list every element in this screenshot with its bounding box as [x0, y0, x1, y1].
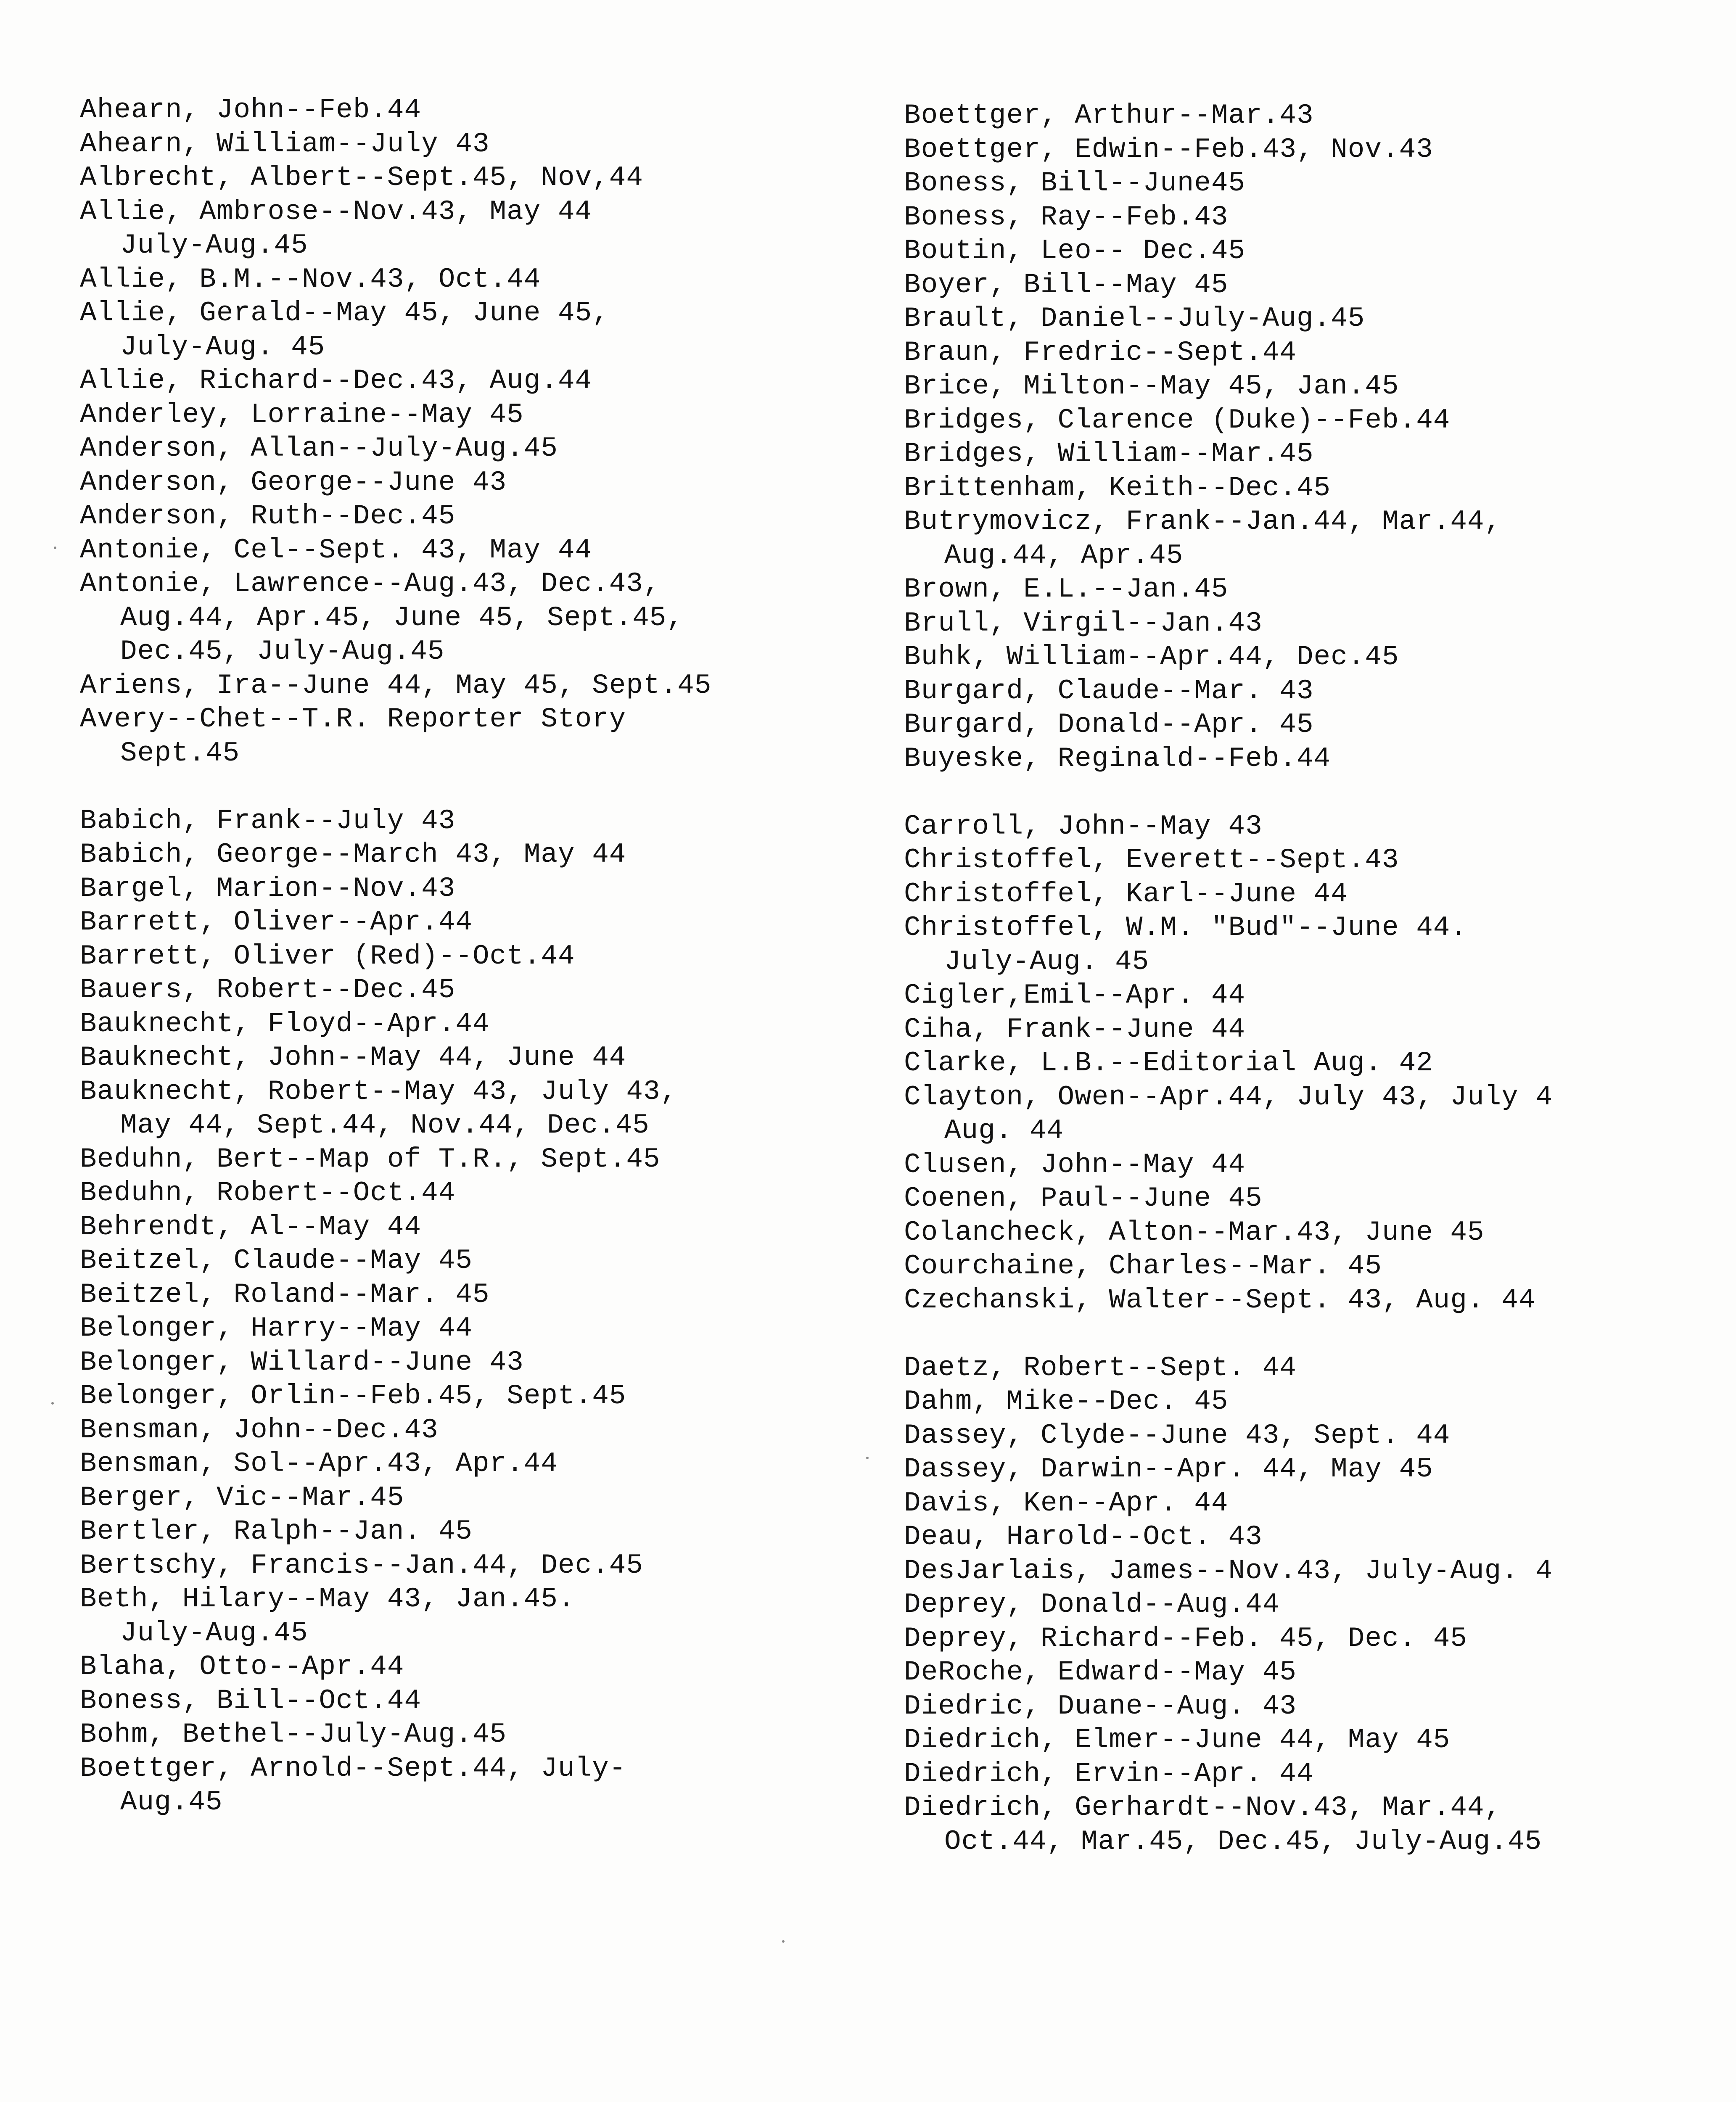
index-entry-continuation: Aug.44, Apr.45, June 45, Sept.45,	[120, 602, 684, 634]
index-entry-continuation: July-Aug.45	[120, 1617, 308, 1649]
index-entry: Blaha, Otto--Apr.44	[80, 1651, 404, 1682]
index-entry-continuation: Oct.44, Mar.45, Dec.45, July-Aug.45	[944, 1825, 1542, 1857]
index-entry: Albrecht, Albert--Sept.45, Nov,44	[80, 162, 644, 193]
index-entry: Deau, Harold--Oct. 43	[904, 1521, 1263, 1553]
index-entry: Bargel, Marion--Nov.43	[80, 872, 456, 904]
index-entry: Brice, Milton--May 45, Jan.45	[904, 370, 1399, 402]
index-entry: Ciha, Frank--June 44	[904, 1013, 1246, 1045]
index-entry: Allie, B.M.--Nov.43, Oct.44	[80, 263, 541, 295]
index-entry: Diedrich, Gerhardt--Nov.43, Mar.44,	[904, 1792, 1502, 1823]
index-entry: Ahearn, William--July 43	[80, 128, 490, 160]
index-entry: Bauknecht, Robert--May 43, July 43,	[80, 1075, 678, 1107]
index-entry-continuation: July-Aug.45	[120, 230, 308, 261]
index-entry: Brittenham, Keith--Dec.45	[904, 472, 1331, 504]
index-entry: Daetz, Robert--Sept. 44	[904, 1352, 1297, 1384]
scan-speck	[866, 1457, 869, 1459]
index-entry: Anderley, Lorraine--May 45	[80, 399, 524, 430]
index-entry: Babich, Frank--July 43	[80, 805, 456, 837]
index-entry: Christoffel, W.M. "Bud"--June 44.	[904, 912, 1468, 943]
index-entry: Coenen, Paul--June 45	[904, 1183, 1263, 1214]
scan-speck	[51, 1402, 54, 1405]
index-entry: DesJarlais, James--Nov.43, July-Aug. 4	[904, 1555, 1553, 1587]
index-entry: Bertschy, Francis--Jan.44, Dec.45	[80, 1549, 644, 1581]
index-entry: Boettger, Arthur--Mar.43	[904, 100, 1314, 131]
index-entry: Bridges, Clarence (Duke)--Feb.44	[904, 404, 1451, 436]
index-entry: Barrett, Oliver--Apr.44	[80, 906, 473, 938]
index-entry: Boettger, Edwin--Feb.43, Nov.43	[904, 133, 1433, 165]
index-entry: Boyer, Bill--May 45	[904, 269, 1229, 301]
index-entry: Antonie, Cel--Sept. 43, May 44	[80, 534, 592, 566]
index-entry-continuation: July-Aug. 45	[944, 945, 1149, 977]
index-entry: Berger, Vic--Mar.45	[80, 1481, 404, 1513]
index-entry: Courchaine, Charles--Mar. 45	[904, 1250, 1382, 1282]
index-entry: Dassey, Darwin--Apr. 44, May 45	[904, 1453, 1433, 1485]
index-column-left	[80, 93, 879, 1819]
index-entry: Beduhn, Robert--Oct.44	[80, 1177, 456, 1209]
scan-speck	[782, 1940, 785, 1943]
index-entry: Clarke, L.B.--Editorial Aug. 42	[904, 1047, 1433, 1079]
index-entry-continuation: Sept.45	[120, 737, 240, 769]
index-entry: Antonie, Lawrence--Aug.43, Dec.43,	[80, 568, 661, 599]
index-entry: Belonger, Harry--May 44	[80, 1312, 473, 1344]
index-entry: Anderson, George--June 43	[80, 466, 507, 498]
index-entry-continuation: Aug.44, Apr.45	[944, 539, 1184, 571]
index-entry: Clayton, Owen--Apr.44, July 43, July 4	[904, 1081, 1553, 1113]
index-entry: Beth, Hilary--May 43, Jan.45.	[80, 1583, 575, 1615]
index-entry: Boness, Ray--Feb.43	[904, 201, 1229, 233]
index-entry: Anderson, Ruth--Dec.45	[80, 500, 456, 532]
index-entry: Ahearn, John--Feb.44	[80, 94, 422, 126]
index-entry-continuation: Dec.45, July-Aug.45	[120, 636, 445, 667]
scan-speck	[54, 547, 56, 549]
index-entry: Bensman, Sol--Apr.43, Apr.44	[80, 1448, 558, 1479]
index-entry: Brault, Daniel--July-Aug.45	[904, 303, 1365, 334]
index-entry: Boutin, Leo-- Dec.45	[904, 235, 1246, 267]
index-entry: Christoffel, Karl--June 44	[904, 878, 1348, 910]
index-entry: Diedrich, Ervin--Apr. 44	[904, 1758, 1314, 1790]
index-entry: Allie, Richard--Dec.43, Aug.44	[80, 365, 592, 396]
index-entry: Deprey, Donald--Aug.44	[904, 1589, 1280, 1620]
index-entry: Belonger, Orlin--Feb.45, Sept.45	[80, 1380, 626, 1412]
index-entry: Diedrich, Elmer--June 44, May 45	[904, 1724, 1451, 1756]
index-column-right	[904, 99, 1728, 1859]
index-entry: Boness, Bill--Oct.44	[80, 1685, 422, 1716]
index-entry: Beitzel, Roland--Mar. 45	[80, 1278, 490, 1310]
index-entry: Carroll, John--May 43	[904, 810, 1263, 842]
index-entry: Diedric, Duane--Aug. 43	[904, 1690, 1297, 1722]
index-entry: Barrett, Oliver (Red)--Oct.44	[80, 940, 575, 972]
index-entry: Cigler,Emil--Apr. 44	[904, 980, 1246, 1011]
index-entry: Burgard, Donald--Apr. 45	[904, 709, 1314, 740]
index-entry: Burgard, Claude--Mar. 43	[904, 675, 1314, 707]
index-entry: DeRoche, Edward--May 45	[904, 1656, 1297, 1688]
section-spacer	[904, 1317, 1728, 1351]
index-entry: Czechanski, Walter--Sept. 43, Aug. 44	[904, 1284, 1536, 1316]
index-entry: Boness, Bill--June45	[904, 167, 1246, 199]
index-entry: Bohm, Bethel--July-Aug.45	[80, 1719, 507, 1750]
index-entry: Bertler, Ralph--Jan. 45	[80, 1516, 473, 1547]
index-entry: Bauknecht, John--May 44, June 44	[80, 1042, 626, 1073]
index-entry: Buyeske, Reginald--Feb.44	[904, 742, 1331, 774]
index-entry-continuation: Aug. 44	[944, 1115, 1064, 1146]
index-entry: Christoffel, Everett--Sept.43	[904, 844, 1399, 876]
section-spacer	[904, 776, 1728, 810]
index-entry: Buhk, William--Apr.44, Dec.45	[904, 641, 1399, 673]
index-entry: Beduhn, Bert--Map of T.R., Sept.45	[80, 1143, 661, 1175]
index-entry: Brull, Virgil--Jan.43	[904, 607, 1263, 639]
index-entry: Brown, E.L.--Jan.45	[904, 573, 1229, 605]
index-entry: Dahm, Mike--Dec. 45	[904, 1386, 1229, 1417]
index-entry: Dassey, Clyde--June 43, Sept. 44	[904, 1419, 1451, 1451]
index-entry-continuation: Aug.45	[120, 1786, 223, 1818]
section-spacer	[80, 770, 879, 804]
index-entry: Babich, George--March 43, May 44	[80, 839, 626, 870]
index-entry: Braun, Fredric--Sept.44	[904, 336, 1297, 368]
index-entry: Bauknecht, Floyd--Apr.44	[80, 1008, 490, 1040]
index-entry: Ariens, Ira--June 44, May 45, Sept.45	[80, 669, 712, 701]
index-entry: Allie, Ambrose--Nov.43, May 44	[80, 195, 592, 227]
index-entry: Bauers, Robert--Dec.45	[80, 974, 456, 1006]
index-entry: Bridges, William--Mar.45	[904, 438, 1314, 470]
index-entry: Colancheck, Alton--Mar.43, June 45	[904, 1216, 1485, 1248]
index-entry: Behrendt, Al--May 44	[80, 1211, 422, 1243]
index-entry: Beitzel, Claude--May 45	[80, 1245, 473, 1276]
index-entry: Bensman, John--Dec.43	[80, 1414, 439, 1446]
index-entry: Anderson, Allan--July-Aug.45	[80, 433, 558, 464]
index-entry-continuation: May 44, Sept.44, Nov.44, Dec.45	[120, 1109, 650, 1141]
index-entry: Boettger, Arnold--Sept.44, July-	[80, 1752, 626, 1784]
index-entry: Avery--Chet--T.R. Reporter Story	[80, 703, 626, 735]
index-entry: Belonger, Willard--June 43	[80, 1346, 524, 1378]
index-entry: Clusen, John--May 44	[904, 1149, 1246, 1180]
index-entry: Butrymovicz, Frank--Jan.44, Mar.44,	[904, 506, 1502, 537]
index-entry: Deprey, Richard--Feb. 45, Dec. 45	[904, 1622, 1468, 1654]
index-entry: Davis, Ken--Apr. 44	[904, 1487, 1229, 1519]
index-entry-continuation: July-Aug. 45	[120, 331, 325, 363]
index-entry: Allie, Gerald--May 45, June 45,	[80, 297, 609, 329]
